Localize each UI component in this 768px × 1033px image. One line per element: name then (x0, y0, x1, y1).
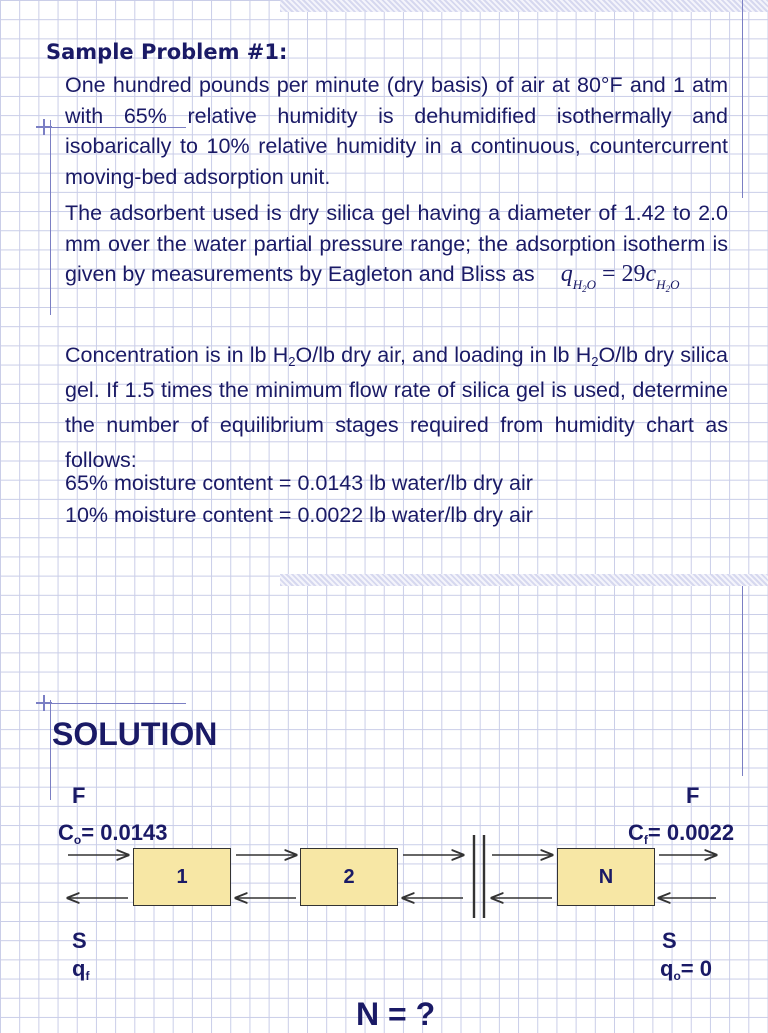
c0-label: $C_o= 0.0143$ (58, 820, 168, 847)
problem-paragraph-3: Concentration is in lb $H_2O/lb$ dry air, and loading in lb $H_2O/lb$ dry silica gel. If 1.5 times the minimum flow rate of silica gel is used, determine the number of equilibrium stages required from humidity chart as follows: (65, 343, 728, 472)
solid-label-left: S (72, 928, 87, 953)
q0-label: $q_o= 0$ (660, 956, 712, 983)
stage-box-1: 1 (133, 848, 231, 906)
cf-label: $C_f= 0.0022$ (628, 820, 735, 847)
feed-label-left: F (72, 783, 86, 808)
problem-title: Sample Problem #1: (46, 40, 288, 64)
moisture-10-line: 10% moisture content = 0.0022 lb water/lb dry air (65, 503, 533, 527)
feed-label-right: F (686, 783, 700, 808)
isotherm-formula: $q_{H_2O} = 29c_{H_2O}$ (560, 261, 680, 294)
solid-label-right: S (662, 928, 677, 953)
moisture-65-line: 65% moisture content = 0.0143 lb water/lb dry air (65, 471, 533, 495)
stage-box-n: N (557, 848, 655, 906)
solution-heading: SOLUTION (52, 716, 218, 752)
stages-question: N = ? (356, 996, 436, 1032)
paragraph-1-text: One hundred pounds per minute (dry basis) of air at 80°F and 1 atm with 65% relative humidity is dehumidified isothermally and isobarically to 10% relative humidity in a continuous, countercurrent moving-bed adsorption unit. (65, 73, 728, 189)
stage-box-2: 2 (300, 848, 398, 906)
paragraph-2-text: The adsorbent used is dry silica gel having a diameter of 1.42 to 2.0 mm over the water partial pressure range; the adsorption isotherm is given by measurements by Eagleton and Bliss as (65, 201, 728, 286)
qf-label: $q_f$ (72, 956, 90, 983)
